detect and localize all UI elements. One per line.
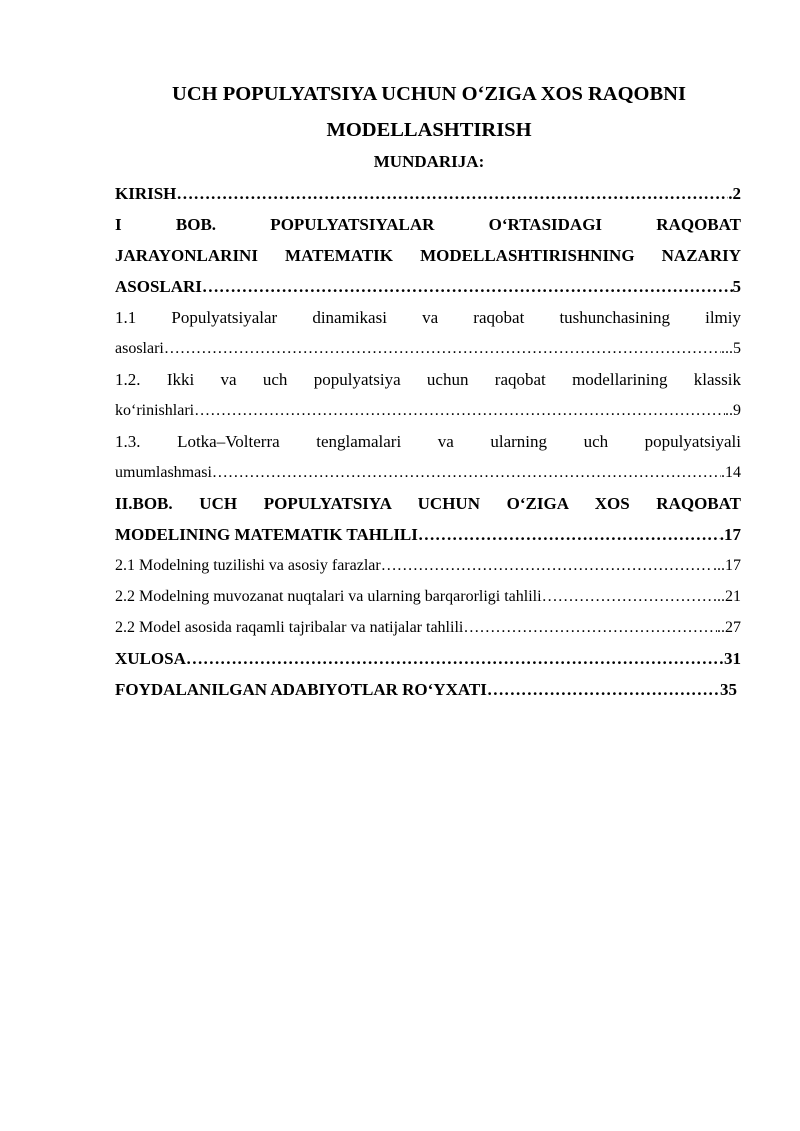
toc-entry-text: KIRISH bbox=[115, 184, 177, 203]
toc-page-number: ...17 bbox=[713, 557, 741, 574]
toc-entry-section-2-3 bbox=[115, 612, 741, 643]
toc-entry-text-line-1: 1.3. Lotka–Volterra tenglamalari va ularning uch populyatsiyali bbox=[115, 432, 741, 451]
toc-entry-section-1-1 bbox=[115, 302, 741, 364]
toc-entry-xulosa bbox=[115, 643, 741, 674]
toc-entry-text: XULOSA bbox=[115, 649, 186, 668]
toc-page-number: ..27 bbox=[717, 619, 741, 636]
toc-page-number: 5 bbox=[732, 277, 741, 296]
toc-entry-kirish bbox=[115, 178, 741, 209]
toc-page-number: ..21 bbox=[717, 588, 741, 605]
toc-leader-dots bbox=[487, 674, 720, 705]
toc-leader-dots bbox=[186, 643, 724, 674]
toc-entry-bibliography bbox=[115, 674, 737, 705]
toc-entry-text-line-1: II.BOB. UCH POPULYATSIYA UCHUN O‘ZIGA XOS RAQOBAT bbox=[115, 494, 741, 513]
toc-entry-section-2-2 bbox=[115, 581, 741, 612]
toc-leader-dots bbox=[418, 519, 720, 550]
toc-entry-text-line-2: umumlashmasi bbox=[115, 464, 212, 481]
toc-entry-text: 2.2 Model asosida raqamli tajribalar va natijalar tahlili bbox=[115, 619, 464, 636]
toc-leader-dots bbox=[202, 271, 733, 302]
toc-entry-text-line-1: I BOB. POPULYATSIYALAR O‘RTASIDAGI RAQOBAT bbox=[115, 215, 741, 234]
toc-entry-chapter-2 bbox=[115, 488, 741, 550]
title-line-1: UCH POPULYATSIYA UCHUN O‘ZIGA XOS RAQOBNI bbox=[172, 83, 686, 105]
toc-leader-dots bbox=[164, 333, 721, 364]
toc-heading: MUNDARIJA: bbox=[373, 152, 485, 171]
toc-entry-text-line-3: ASOSLARI bbox=[115, 277, 202, 296]
toc-entry-text-line-1: 1.1 Populyatsiyalar dinamikasi va raqobat tushunchasining ilmiy bbox=[115, 308, 741, 327]
toc-page-number: ..9 bbox=[725, 402, 741, 419]
toc-entry-text: 2.2 Modelning muvozanat nuqtalari va ularning barqarorligi tahlili bbox=[115, 588, 542, 605]
toc-entry-text-line-2: JARAYONLARINI MATEMATIK MODELLASHTIRISHNING NAZARIY bbox=[115, 246, 741, 265]
toc-page-number: .14 bbox=[721, 464, 741, 481]
toc-page-number: 31 bbox=[724, 649, 741, 668]
toc-leader-dots bbox=[463, 612, 717, 643]
toc-entry-text-line-2: ko‘rinishlari bbox=[115, 402, 195, 419]
toc-entry-text-line-2: MODELINING MATEMATIK TAHLILI bbox=[115, 525, 418, 544]
toc-page-number: ...5 bbox=[721, 340, 741, 357]
toc-leader-dots bbox=[176, 178, 728, 209]
toc-leader-dots bbox=[194, 395, 725, 426]
toc-entry-text: 2.1 Modelning tuzilishi va asosiy farazlar bbox=[115, 557, 381, 574]
toc-entry-section-1-2 bbox=[115, 364, 741, 426]
toc-entry-text-line-2: asoslari bbox=[115, 340, 164, 357]
toc-entry-text: FOYDALANILGAN ADABIYOTLAR RO‘YXATI bbox=[115, 680, 487, 699]
toc-leader-dots bbox=[542, 581, 717, 612]
toc-entry-section-1-3 bbox=[115, 426, 741, 488]
toc-leader-dots bbox=[212, 457, 721, 488]
toc-entry-text-line-1: 1.2. Ikki va uch populyatsiya uchun raqobat modellarining klassik bbox=[115, 370, 741, 389]
toc-page-number: .17 bbox=[719, 525, 741, 544]
document-title bbox=[100, 76, 758, 148]
table-of-contents bbox=[115, 178, 741, 705]
toc-page-number: .2 bbox=[728, 184, 741, 203]
toc-leader-dots bbox=[381, 550, 713, 581]
title-line-2: MODELLASHTIRISH bbox=[326, 119, 532, 141]
toc-entry-chapter-1 bbox=[115, 209, 741, 302]
toc-entry-section-2-1 bbox=[115, 550, 741, 581]
toc-page-number: 35 bbox=[720, 680, 737, 699]
